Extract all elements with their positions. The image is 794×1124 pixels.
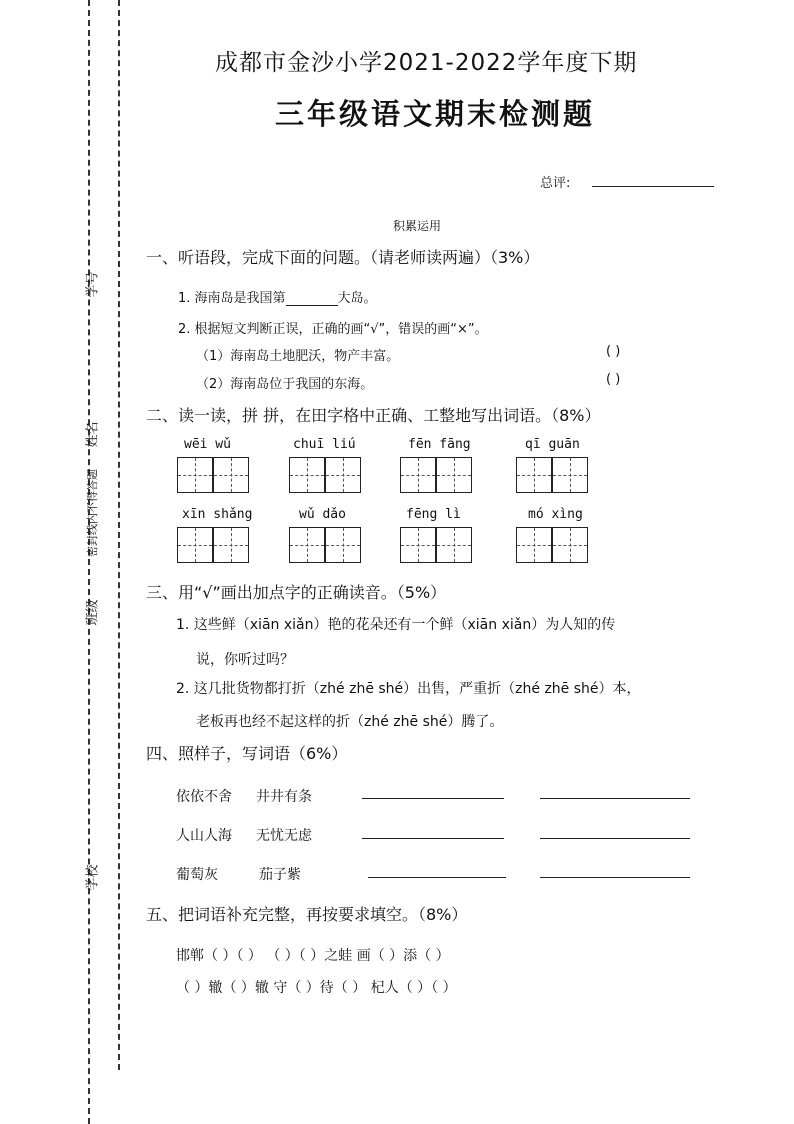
answer-line-3b[interactable] (540, 877, 690, 878)
binding-dashed-line-inner (118, 0, 120, 1070)
tian-grid-8b[interactable] (552, 527, 588, 563)
pinyin-6: wǔ dǎo (299, 507, 346, 522)
answer-line-2b[interactable] (540, 838, 690, 839)
q1-1: 1. 海南岛是我国第 大岛。 (178, 291, 377, 306)
tian-grid-2a[interactable] (289, 457, 325, 493)
binding-dashed-line-outer (88, 0, 90, 1124)
q3-line-3: 2. 这几批货物都打折（zhé zhē shé）出售，严重折（zhé zhē shé）本， (176, 681, 641, 697)
pinyin-7: fēng lì (406, 507, 461, 522)
example-2b: 无忧无虑 (256, 828, 312, 844)
tian-grid-5b[interactable] (213, 527, 249, 563)
example-1a: 依依不舍 (176, 789, 232, 805)
tian-grid-8a[interactable] (516, 527, 552, 563)
example-2a: 人山人海 (176, 828, 232, 844)
section-1-title: 一、听语段，完成下面的问题。（请老师读两遍）（3%） (146, 248, 540, 267)
pinyin-8: mó xìng (528, 507, 583, 522)
tian-grid-7a[interactable] (400, 527, 436, 563)
pinyin-3: fēn fāng (408, 437, 471, 452)
tian-grid-3b[interactable] (436, 457, 472, 493)
tian-grid-5a[interactable] (177, 527, 213, 563)
exam-title: 三年级语文期末检测题 (275, 97, 596, 131)
q1-2-1-answer[interactable]: ( ) (606, 344, 621, 359)
binding-note: 密封线内不得答题 (86, 469, 99, 557)
q1-1-blank[interactable] (286, 291, 338, 306)
tian-grid-4b[interactable] (552, 457, 588, 493)
tian-grid-1a[interactable] (177, 457, 213, 493)
score-label: 总评: (540, 176, 571, 191)
pinyin-2: chuī liú (293, 437, 356, 452)
tian-grid-4a[interactable] (516, 457, 552, 493)
answer-line-2a[interactable] (362, 838, 504, 839)
q1-2-2-answer[interactable]: ( ) (606, 372, 621, 387)
section-3-title: 三、用“√”画出加点字的正确读音。（5%） (146, 583, 447, 602)
q3-line-2: 说，你听过吗？ (196, 652, 294, 668)
answer-line-3a[interactable] (368, 877, 506, 878)
idiom-row-2[interactable]: （ ）辙（ ）辙 守（ ）待（ ） 杞人（ ）（ ） (176, 980, 457, 996)
section-4-title: 四、照样子，写词语（6%） (146, 744, 348, 763)
tian-grid-6a[interactable] (289, 527, 325, 563)
pinyin-4: qī guān (525, 437, 580, 452)
pinyin-5: xīn shǎng (182, 507, 253, 522)
pinyin-1: wēi wǔ (184, 437, 231, 452)
q1-2: 2. 根据短文判断正误，正确的画“√”，错误的画“×”。 (178, 322, 488, 337)
school-label: 学校 (85, 864, 101, 891)
school-year-title: 成都市金沙小学2021-2022学年度下期 (215, 50, 638, 76)
class-label: 班级 (85, 599, 101, 626)
q3-line-4: 老板再也经不起这样的折（zhé zhē shé）腾了。 (196, 714, 504, 730)
answer-line-1a[interactable] (362, 798, 504, 799)
student-no-label: 学号 (85, 271, 101, 298)
q3-line-1: 1. 这些鲜（xiān xiǎn）艳的花朵还有一个鲜（xiān xiǎn）为人知的传 (176, 617, 616, 633)
tian-grid-7b[interactable] (436, 527, 472, 563)
tian-grid-3a[interactable] (400, 457, 436, 493)
example-3b: 茄子紫 (259, 867, 301, 883)
tian-grid-1b[interactable] (213, 457, 249, 493)
name-label: 姓名 (85, 421, 101, 448)
answer-line-1b[interactable] (540, 798, 690, 799)
tian-grid-6b[interactable] (325, 527, 361, 563)
score-blank[interactable] (592, 186, 714, 187)
section-5-title: 五、把词语补充完整，再按要求填空。（8%） (146, 905, 468, 924)
section-2-title: 二、读一读，拼 拼，在田字格中正确、工整地写出词语。（8%） (146, 406, 601, 425)
q1-2-2: （2）海南岛位于我国的东海。 (196, 377, 374, 392)
example-1b: 井井有条 (256, 789, 312, 805)
idiom-row-1[interactable]: 邯郸（ ）（ ） （ ）（ ）之蛙 画（ ）添（ ） (176, 948, 450, 964)
section-heading: 积累运用 (393, 219, 442, 233)
q1-2-1: （1）海南岛土地肥沃，物产丰富。 (196, 349, 400, 364)
example-3a: 葡萄灰 (176, 867, 218, 883)
tian-grid-2b[interactable] (325, 457, 361, 493)
